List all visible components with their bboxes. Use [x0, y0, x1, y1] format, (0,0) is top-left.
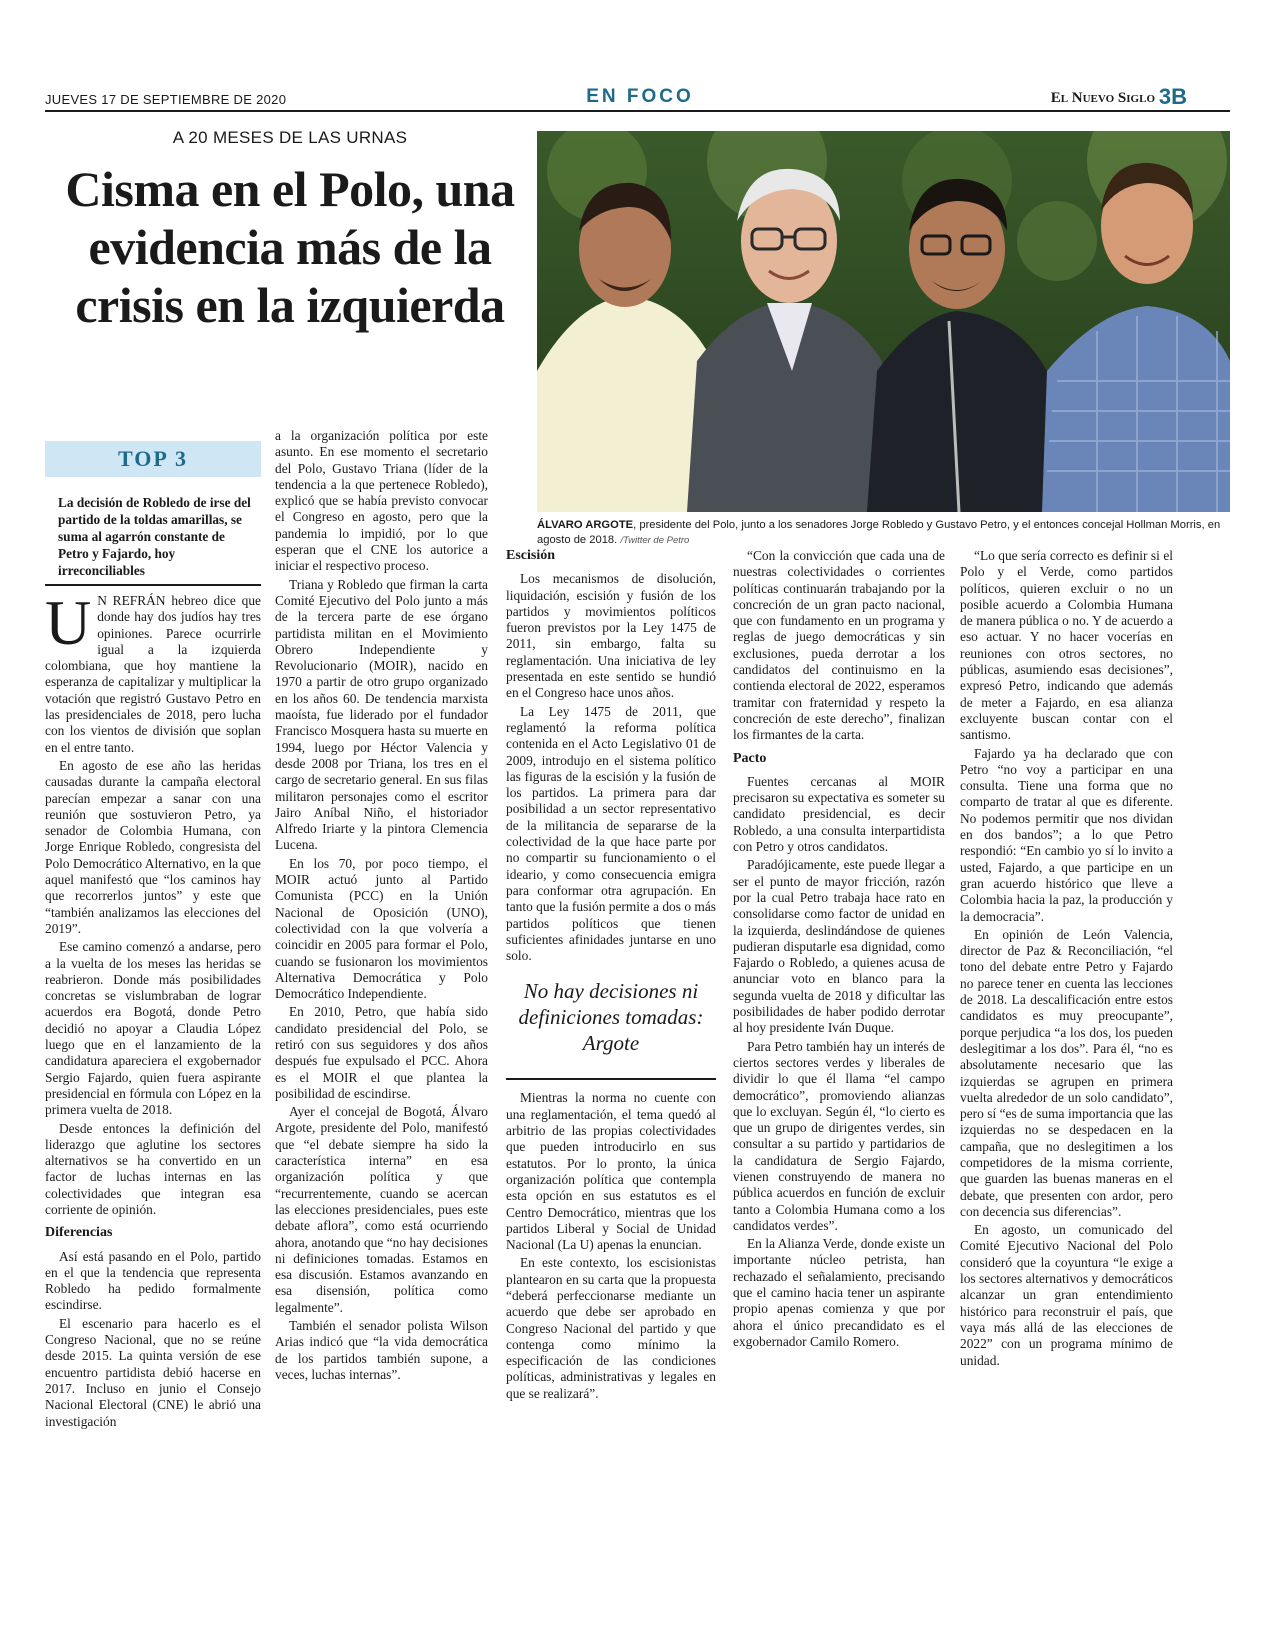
pull-quote: No hay decisiones ni definiciones tomadas: Argote [518, 979, 704, 1056]
column-1 [45, 587, 261, 1432]
group-photo-illustration [537, 131, 1230, 512]
caption-name: ÁLVARO ARGOTE [537, 519, 634, 531]
column-3 [506, 548, 716, 1404]
article-deck: La decisión de Robledo de irse del partido de la toldas amarillas, se suma al agarrón constante de Petro y Fajardo, hoy irreconciliables [58, 495, 251, 578]
col5-p1: “Lo que sería correcto es definir si el Polo y el Verde, como partidos políticos, quieren excluir o no un posible acuerdo a Colombia Humana de manera pública o no. Y de acuerdo a eso actuar. Y no hacer vocerías en reuniones con otros sectores, no públicas, asumiendo esas decisiones”, expresó Petro, indicando que además de meter a Fajardo, en esa alianza excluyente buscan contar con el santismo. [960, 548, 1173, 743]
col2-p4: En 2010, Petro, que había sido candidato presidencial del Polo, se retiró con sus seguidores y dos años después fue expulsado el PCC. Ahora es el MOIR el que plantea la posibilidad de escindirse. [275, 1004, 488, 1101]
caption-credit: /Twitter de Petro [620, 535, 690, 546]
column-5 [960, 548, 1173, 1371]
deck-rule [45, 584, 261, 586]
col5-p3: En opinión de León Valencia, director de Paz & Reconciliación, “el tono del debate entre Petro y Fajardo no parece tener en cuenta las lecciones de 2018. La descalificación entre estos candidatos es muy preocupante”, porque perjudica “a los dos, los pueden deslegitimar a los dos”. Para él, “no es absolutamente necesario que las izquierdas se agrupen en primera vuelta alrededor de un solo candidato”, pero sí “es de suma importancia que las izquierdas no se despedacen en la campaña, que no deslegitimen a los competidores de la misma corriente, que guarden las buenas maneras en el debate, que presenten con ardor, pero con decencia sus diferencias”. [960, 926, 1173, 1219]
col1-p3: Ese camino comenzó a andarse, pero a la vuelta de los meses las heridas se reabrieron. Donde más posibilidades concretas se vislumbraban de lograr acuerdos era Bogotá, donde Petro decidió no apoyar a Claudia López luego que en el lanzamiento de la candidatura apareciera el exgobernador Sergio Fajardo, quien fuera aspirante presidencial en fórmula con López en la primera vuelta de 2018. [45, 939, 261, 1118]
subhead-escision: Escisión [506, 548, 556, 563]
col4-p1: “Con la convicción que cada una de nuestras colectividades o corrientes políticas continuarán trabajando por la concreción de un gran pacto nacional, que con fundamento en un programa y reglas de juego democráticas y sin exclusiones, pueda derrotar a los candidatos del continuismo en la contienda electoral de 2022, esperamos tramitar con fraternidad y respeto la concreción de este derecho”, finalizan los firmantes de la carta. [733, 548, 945, 743]
col2-p3: En los 70, por poco tiempo, el MOIR actuó junto al Partido Comunista (PCC) en la Unión Nacional de Oposición (UNO), colectividad con la que volvería a coincidir en 2005 para formar el Polo, cuando se fusionaron los movimientos Alternativa Democrática y Polo Democrático Independiente. [275, 855, 488, 1002]
column-2 [275, 428, 488, 1385]
col5-p2: Fajardo ya ha declarado que con Petro “no voy a participar en una consulta. Tiene una forma que no comparto de tratar al que es diferente. No podemos permitir que nos dividan en dos bandos”; a lo que Petro respondió: “En cambio yo sí lo invito a usted, Fajardo, a que participe en un gran acuerdo histórico que lleve a Colombia hacia la paz, la producción y la democracia”. [960, 745, 1173, 924]
col2-p2: Triana y Robledo que firman la carta Comité Ejecutivo del Polo junto a más de la tercera parte de ese órgano partidista militan en el Movimiento Obrero Independiente y Revolucionario (MOIR), nacido en 1970 a partir de otro grupo organizado en los años 60. De tendencia marxista maoísta, fue liderado por el fundador Francisco Mosquera hasta su muerte en 1994, luego por Héctor Valencia y desde 2008 por Triana, los tres en el cargo de secretario general. En sus filas militaron personajes como el escritor Jairo Aníbal Niño, el historiador Alfredo Iriarte y la pintora Clemencia Lucena. [275, 576, 488, 853]
caption-text: , presidente del Polo, junto a los senadores Jorge Robledo y Gustavo Petro, y el entonces concejal Hollman Morris, en agosto de 2018. [537, 519, 1221, 546]
subhead-pacto: Pacto [733, 750, 767, 766]
col4-p5: En la Alianza Verde, donde existe un importante núcleo petrista, han rechazado el señalamiento, precisando que el camino hacia tener un aspirante propio apenas comienza y que por ahora el único precandidato es el exgobernador Camilo Romero. [733, 1236, 945, 1349]
pull-quote-rule [506, 1078, 716, 1080]
col1-p2: En agosto de ese año las heridas causadas durante la campaña electoral parecían empezar a sanar con una reunión que sostuvieron Petro, ya senador de Colombia Humana, con Jorge Enrique Robledo, congresista del Polo Democrático Alternativo, en la que aquel manifestó que “los caminos hay que recorrerlos juntos” y este que “también analizamos las elecciones del 2019”. [45, 757, 261, 936]
col1-p6: El escenario para hacerlo es el Congreso Nacional, que no se reúne desde 2015. La quinta versión de ese encuentro partidista debió hacerse en 2017. Incluso en junio el Consejo Nacional Electoral (CNE) le abrió una investigación [45, 1315, 261, 1429]
publication-name: El Nuevo Siglo [1050, 90, 1155, 106]
lead-caps: N REFRÁN [97, 593, 166, 608]
article-headline: Cisma en el Polo, una evidencia más de la crisis en la izquierda [65, 161, 515, 333]
col1-p1: hebreo dice que donde hay dos judíos hay tres opiniones. Parece ocurrirle igual a la izquierda colombiana, que hoy mantiene la esperanza de capitalizar y multiplicar la votación que registró Gustavo Petro en las presidenciales de 2018, pero lucha con los vientos de división que soplan en el entre tanto. [45, 593, 261, 755]
edition-date: JUEVES 17 DE SEPTIEMBRE DE 2020 [45, 92, 287, 107]
article-kicker: A 20 MESES DE LAS URNAS [172, 128, 408, 147]
col2-p6: También el senador polista Wilson Arias indicó que “la vida democrática de los partidos también supone, a veces, luchas internas”. [275, 1318, 488, 1382]
col3-p3: Mientras la norma no cuente con una reglamentación, el tema quedó al arbitrio de las propias colectividades que pueden introducirlo en sus estatutos. Por lo pronto, la única organización política que contempla esta opción en sus estatutos es el Centro Democrático, mientras que los partidos Liberal y Social de Unidad Nacional (La U) apenas la enuncian. [506, 1090, 716, 1253]
col3-p2: La Ley 1475 de 2011, que reglamentó la reforma política contenida en el Acto Legislativo 01 de 2009, introdujo en el sistema político las figuras de la escisión y la fusión de los partidos. La primera para dar posibilidad a un sector representativo de la militancia de separarse de la colectividad de la que hace parte por no compartir su funcionamiento o el ideario, y como consecuencia emigra para conformar otra agrupación. En tanto que la fusión permite a dos o más partidos políticos que tienen suficientes afinidades juntarse en uno solo. [506, 703, 716, 964]
drop-cap: U [45, 587, 92, 658]
col4-p3: Paradójicamente, este puede llegar a ser el punto de mayor fricción, razón por la cual Petro trabaja hace rato en consolidarse como factor de unidad en la izquierda, deslindándose de quienes pudieran disputarle esa dignidad, como Fajardo o Robledo, a quienes acusa de anunciar voto en blanco para la segunda vuelta de 2018 y dificultar las posibilidades de haber podido derrotar al hoy presidente Iván Duque. [733, 857, 945, 1036]
page-number: 3B [1158, 84, 1187, 109]
col4-p4: Para Petro también hay un interés de ciertos sectores verdes y liberales de dividir lo que él llama “el campo democrático”, promoviendo alianzas que lo excluyan. Según él, “lo cierto es que un grupo de dirigentes verdes, sin consultar a su partido y partidarios de la candidatura de Sergio Fajardo, vienen construyendo de manera no pública acuerdos en función de excluir tanto a Colombia Humana como a los candidatos verdes”. [733, 1038, 945, 1233]
article-photo [537, 131, 1230, 512]
col2-p1: a la organización política por este asunto. En ese momento el secretario del Polo, Gustavo Triana (líder de la tendencia a la que pertenece Robledo), explicó que se había previsto convocar el Congreso en agosto, pero que la pandemia lo impidió, por lo que esperan que el CNE los autorice a iniciar el respectivo proceso. [275, 428, 488, 574]
col2-p5: Ayer el concejal de Bogotá, Álvaro Argote, presidente del Polo, manifestó que “el debate siempre ha sido la característica interna” en esa organización política y que “recurrentemente, cuando se acercan las elecciones presidenciales, pues este debate aflora”, como está ocurriendo ahora, anotando que “no hay decisiones ni definiciones tomadas. Estamos en esa discusión. Estamos avanzando en esa disensión, política como legalmente”. [275, 1104, 488, 1315]
col3-p1: Los mecanismos de disolución, liquidación, escisión y fusión de los partidos y movimientos políticos fueron previstos por la Ley 1475 de 2011, sin embargo, falta su reglamentación. Una iniciativa de ley presentada en este sentido se hundió en el Congreso hace unos años. [506, 571, 716, 701]
photo-caption [537, 518, 1230, 548]
top3-label: TOP 3 [45, 441, 261, 477]
col1-p5: Así está pasando en el Polo, partido en el que la tendencia que representa Robledo ha pedido formalmente escindirse. [45, 1248, 261, 1313]
column-4 [733, 548, 945, 1352]
section-name: EN FOCO [586, 86, 694, 107]
subhead-diferencias: Diferencias [45, 1225, 113, 1241]
col1-p4: Desde entonces la definición del liderazgo que aglutine los sectores alternativos se ha convertido en un factor de luchas internas en las colectividades que integran esa corriente de opinión. [45, 1120, 261, 1217]
header-rule [45, 110, 1230, 112]
col5-p4: En agosto, un comunicado del Comité Ejecutivo Nacional del Polo consideró que la coyuntura “le exige a los sectores alternativos y democráticos alcanzar un gran entendimiento histórico para reconstruir el país, que vaya más allá de las elecciones de 2022” con un programa mínimo de unidad. [960, 1222, 1173, 1368]
col4-p2: Fuentes cercanas al MOIR precisaron su expectativa es someter su candidato presidencial, es decir Robledo, a una consulta interpartidista con Petro y otros candidatos. [733, 773, 945, 855]
lead-paragraph [45, 587, 261, 756]
col3-p4: En este contexto, los escisionistas plantearon en su carta que la propuesta “deberá perfeccionarse mediante un acuerdo que debe ser aprobado en Congreso Nacional del partido y que contenga como mínimo la especificación de las condiciones políticas, administrativas y legales en que se realizará”. [506, 1255, 716, 1401]
